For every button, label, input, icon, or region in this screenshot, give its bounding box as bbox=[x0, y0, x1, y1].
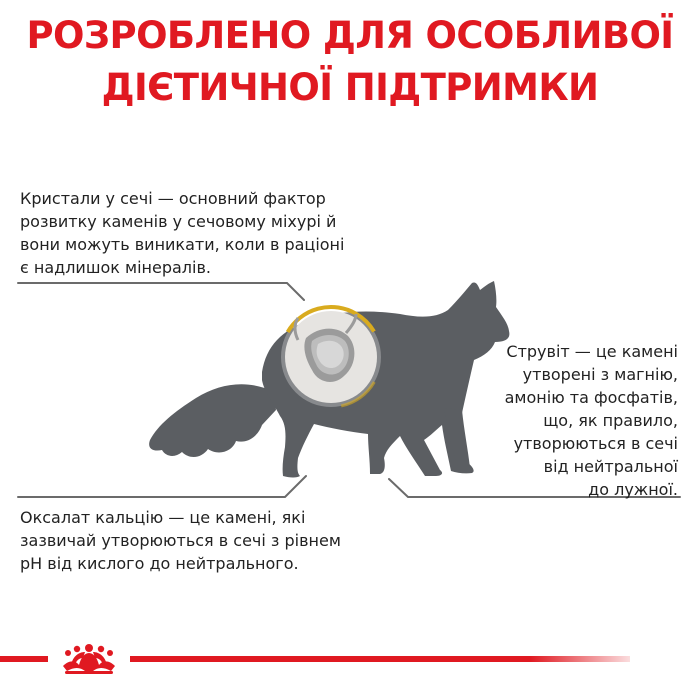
leader-line-oxalate bbox=[18, 476, 306, 497]
cat-tail bbox=[149, 384, 276, 457]
headline-line-1: РОЗРОБЛЕНО ДЛЯ ОСОБЛИВОЇ bbox=[26, 14, 674, 57]
struvite-callout: Струвіт — це камені утворені з магнію, амонію та фосфатів, що, як правило, утворюються в сечі від нейтральної до лужної. bbox=[504, 342, 678, 499]
footer-brand-line-left bbox=[0, 656, 48, 662]
royal-canin-crown-icon bbox=[48, 634, 130, 678]
leader-line-crystals bbox=[18, 283, 304, 300]
headline-line-2: ДІЄТИЧНОЇ ПІДТРИМКИ bbox=[101, 66, 599, 109]
crystals-callout: Кристали у сечі — основний фактор розвитку каменів у сечовому міхурі й вони можуть виникати, коли в раціоні є надлишок мінералів. bbox=[20, 189, 345, 277]
oxalate-callout: Оксалат кальцію — це камені, які зазвичай утворюються в сечі з рівнем рН від кислого до нейтрального. bbox=[20, 508, 341, 573]
footer-brand-line-right bbox=[130, 656, 630, 662]
